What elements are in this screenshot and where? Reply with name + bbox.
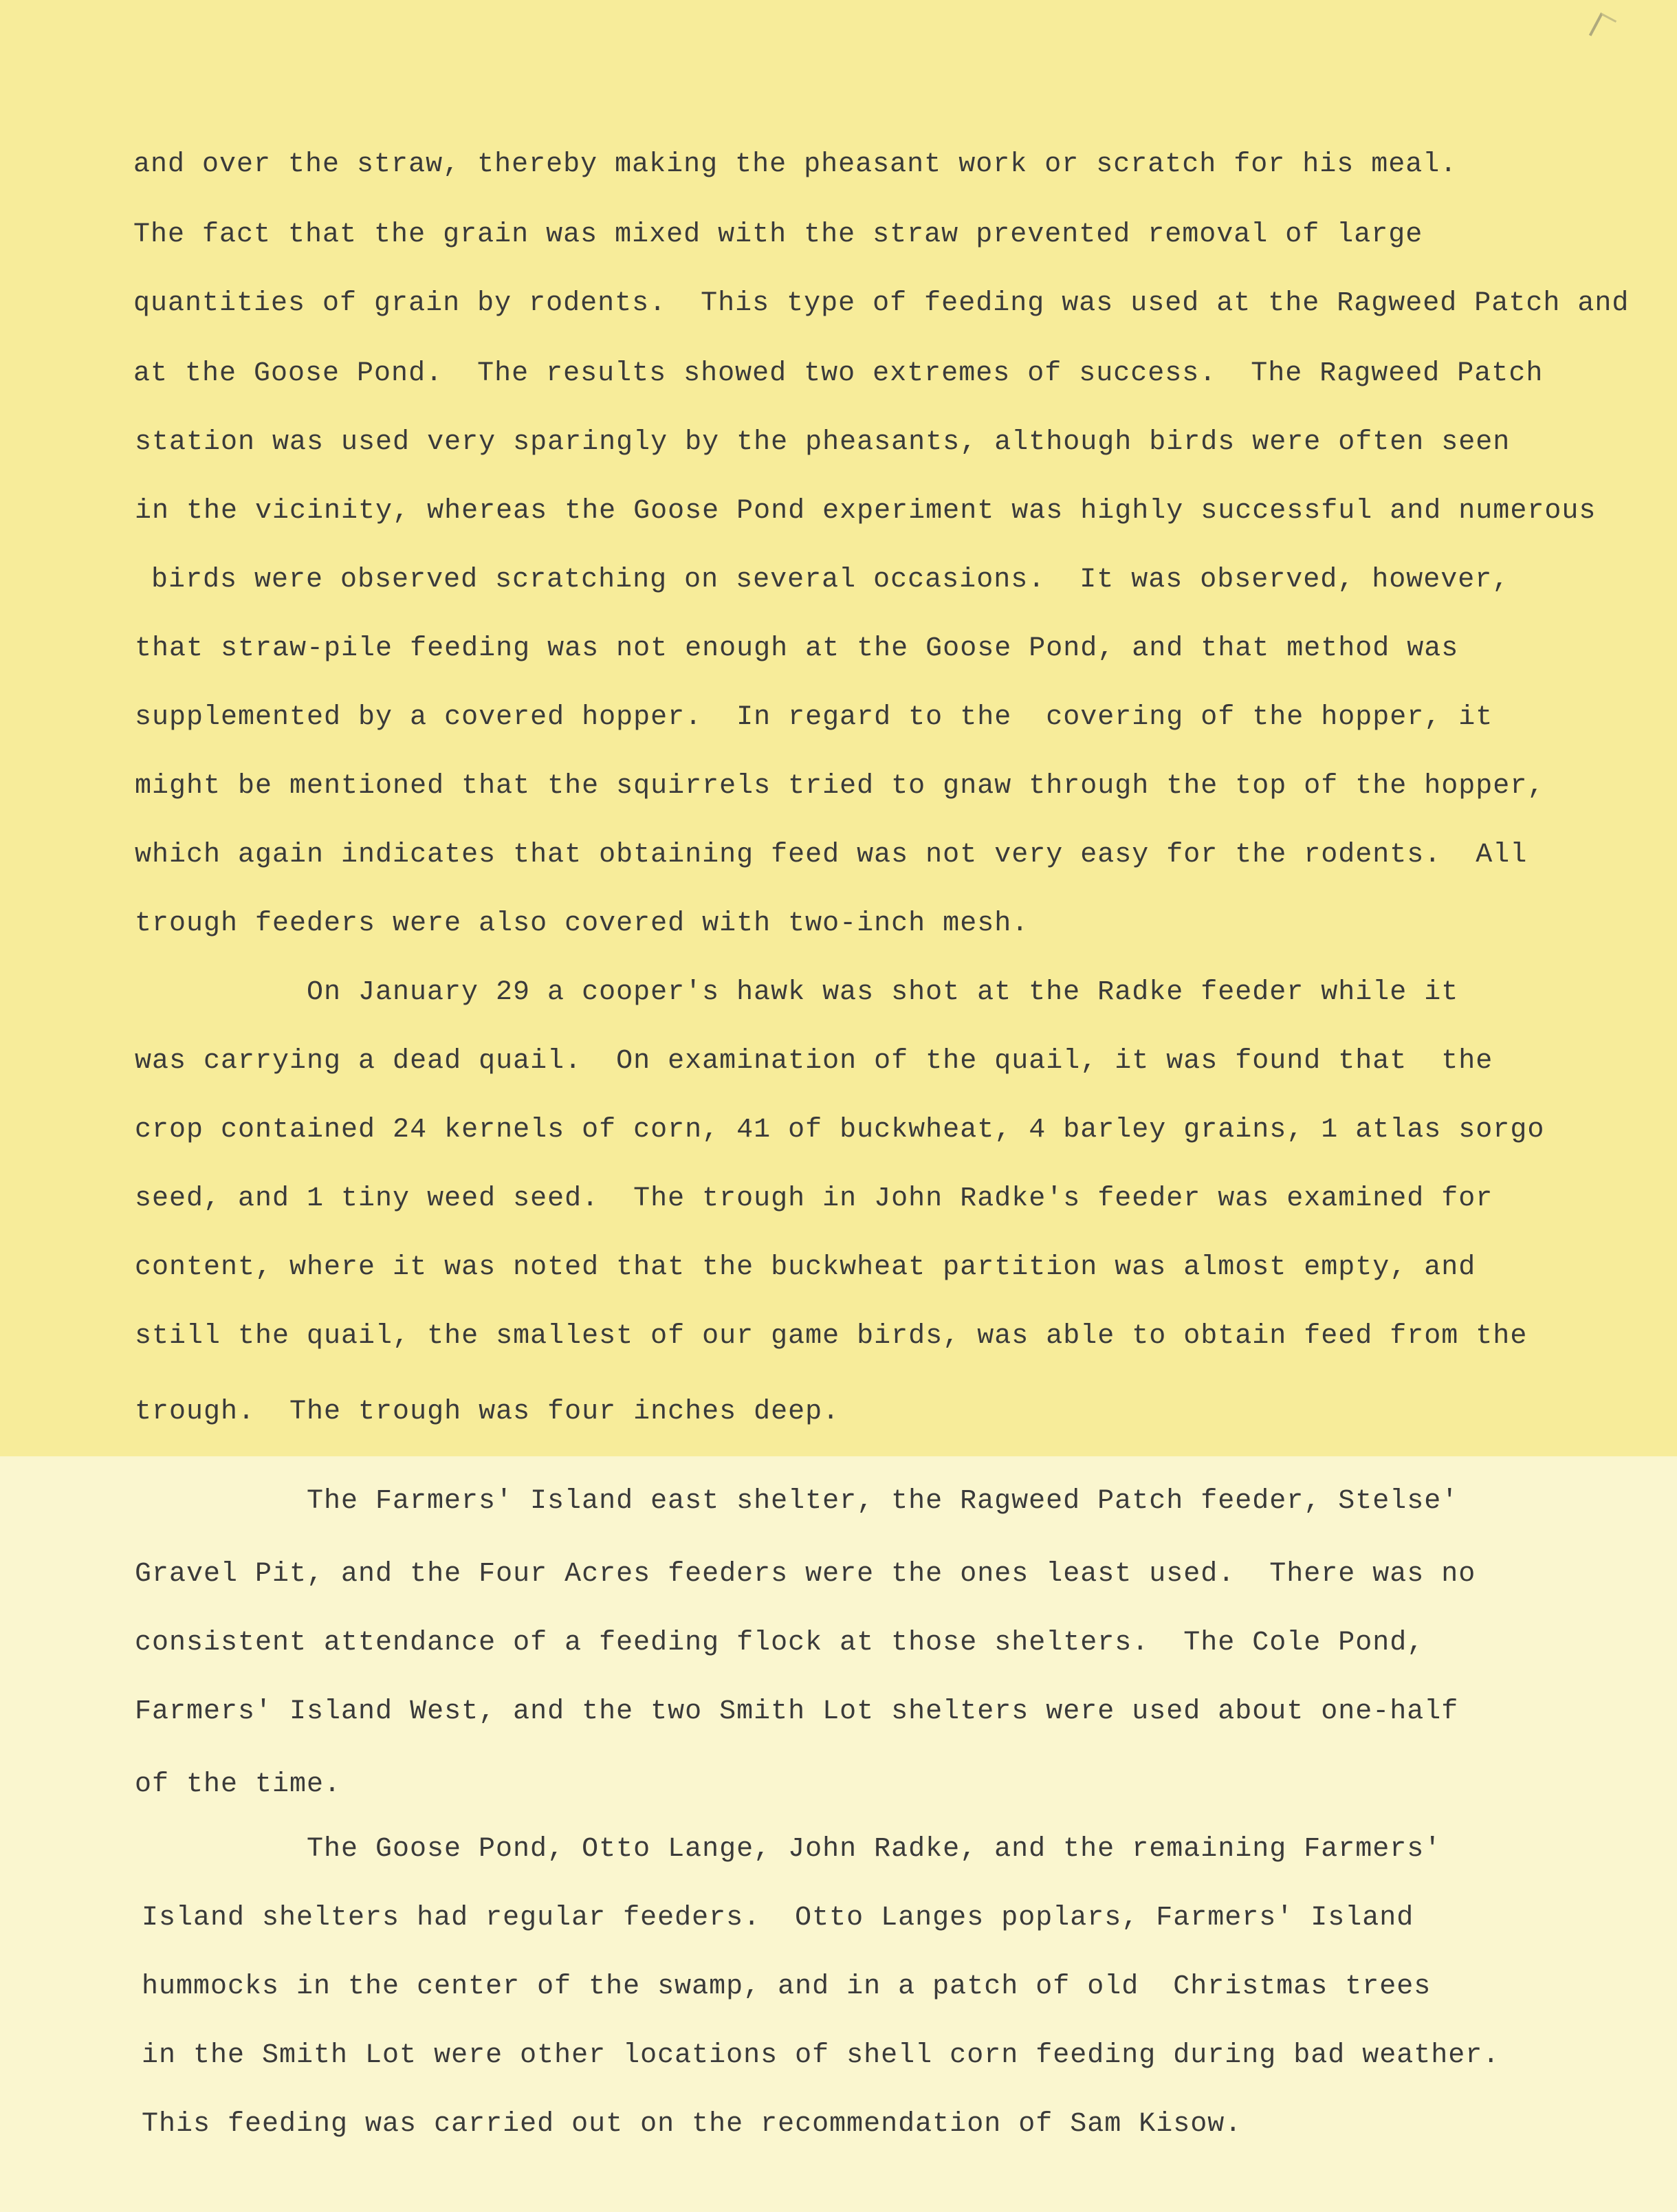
text-line: The Farmers' Island east shelter, the Ragweed Patch feeder, Stelse' [307,1486,1459,1517]
text-line: trough feeders were also covered with two-inch mesh. [135,908,1029,939]
text-line: trough. The trough was four inches deep. [135,1397,840,1427]
text-line: that straw-pile feeding was not enough at the Goose Pond, and that method was [135,633,1459,664]
text-line: consistent attendance of a feeding flock at those shelters. The Cole Pond, [135,1628,1425,1658]
text-line: Island shelters had regular feeders. Otto Langes poplars, Farmers' Island [142,1903,1414,1934]
text-line: This feeding was carried out on the recommendation of Sam Kisow. [142,2109,1242,2140]
text-line: supplemented by a covered hopper. In regard to the covering of the hopper, it [135,702,1493,733]
text-line: in the Smith Lot were other locations of shell corn feeding during bad weather. [142,2040,1500,2071]
text-line: quantities of grain by rodents. This type of feeding was used at the Ragweed Patch and [133,288,1630,319]
text-line: of the time. [135,1769,342,1800]
text-line: and over the straw, thereby making the pheasant work or scratch for his meal. [133,149,1458,180]
text-line: in the vicinity, whereas the Goose Pond experiment was highly successful and numerous [135,496,1597,527]
text-line: Gravel Pit, and the Four Acres feeders were the ones least used. There was no [135,1559,1476,1590]
text-line: content, where it was noted that the buckwheat partition was almost empty, and [135,1252,1476,1283]
text-line: still the quail, the smallest of our game birds, was able to obtain feed from the [135,1321,1528,1352]
text-line: hummocks in the center of the swamp, and in a patch of old Christmas trees [142,1971,1432,2002]
text-line: which again indicates that obtaining feed was not very easy for the rodents. All [135,840,1528,870]
text-line: Farmers' Island West, and the two Smith Lot shelters were used about one-half [135,1696,1459,1727]
text-line: was carrying a dead quail. On examination of the quail, it was found that the [135,1046,1493,1077]
text-line: station was used very sparingly by the pheasants, although birds were often seen [135,427,1511,458]
text-line: birds were observed scratching on several occasions. It was observed, however, [151,565,1510,595]
text-line: seed, and 1 tiny weed seed. The trough in John Radke's feeder was examined for [135,1183,1493,1214]
text-line: On January 29 a cooper's hawk was shot at the Radke feeder while it [307,977,1459,1008]
text-line: The fact that the grain was mixed with the straw prevented removal of large [133,219,1423,250]
text-line: at the Goose Pond. The results showed two extremes of success. The Ragweed Patch [133,358,1544,389]
text-line: crop contained 24 kernels of corn, 41 of buckwheat, 4 barley grains, 1 atlas sorgo [135,1115,1545,1146]
text-line: The Goose Pond, Otto Lange, John Radke, and the remaining Farmers' [307,1834,1442,1865]
text-line: might be mentioned that the squirrels tried to gnaw through the top of the hopper, [135,771,1545,802]
